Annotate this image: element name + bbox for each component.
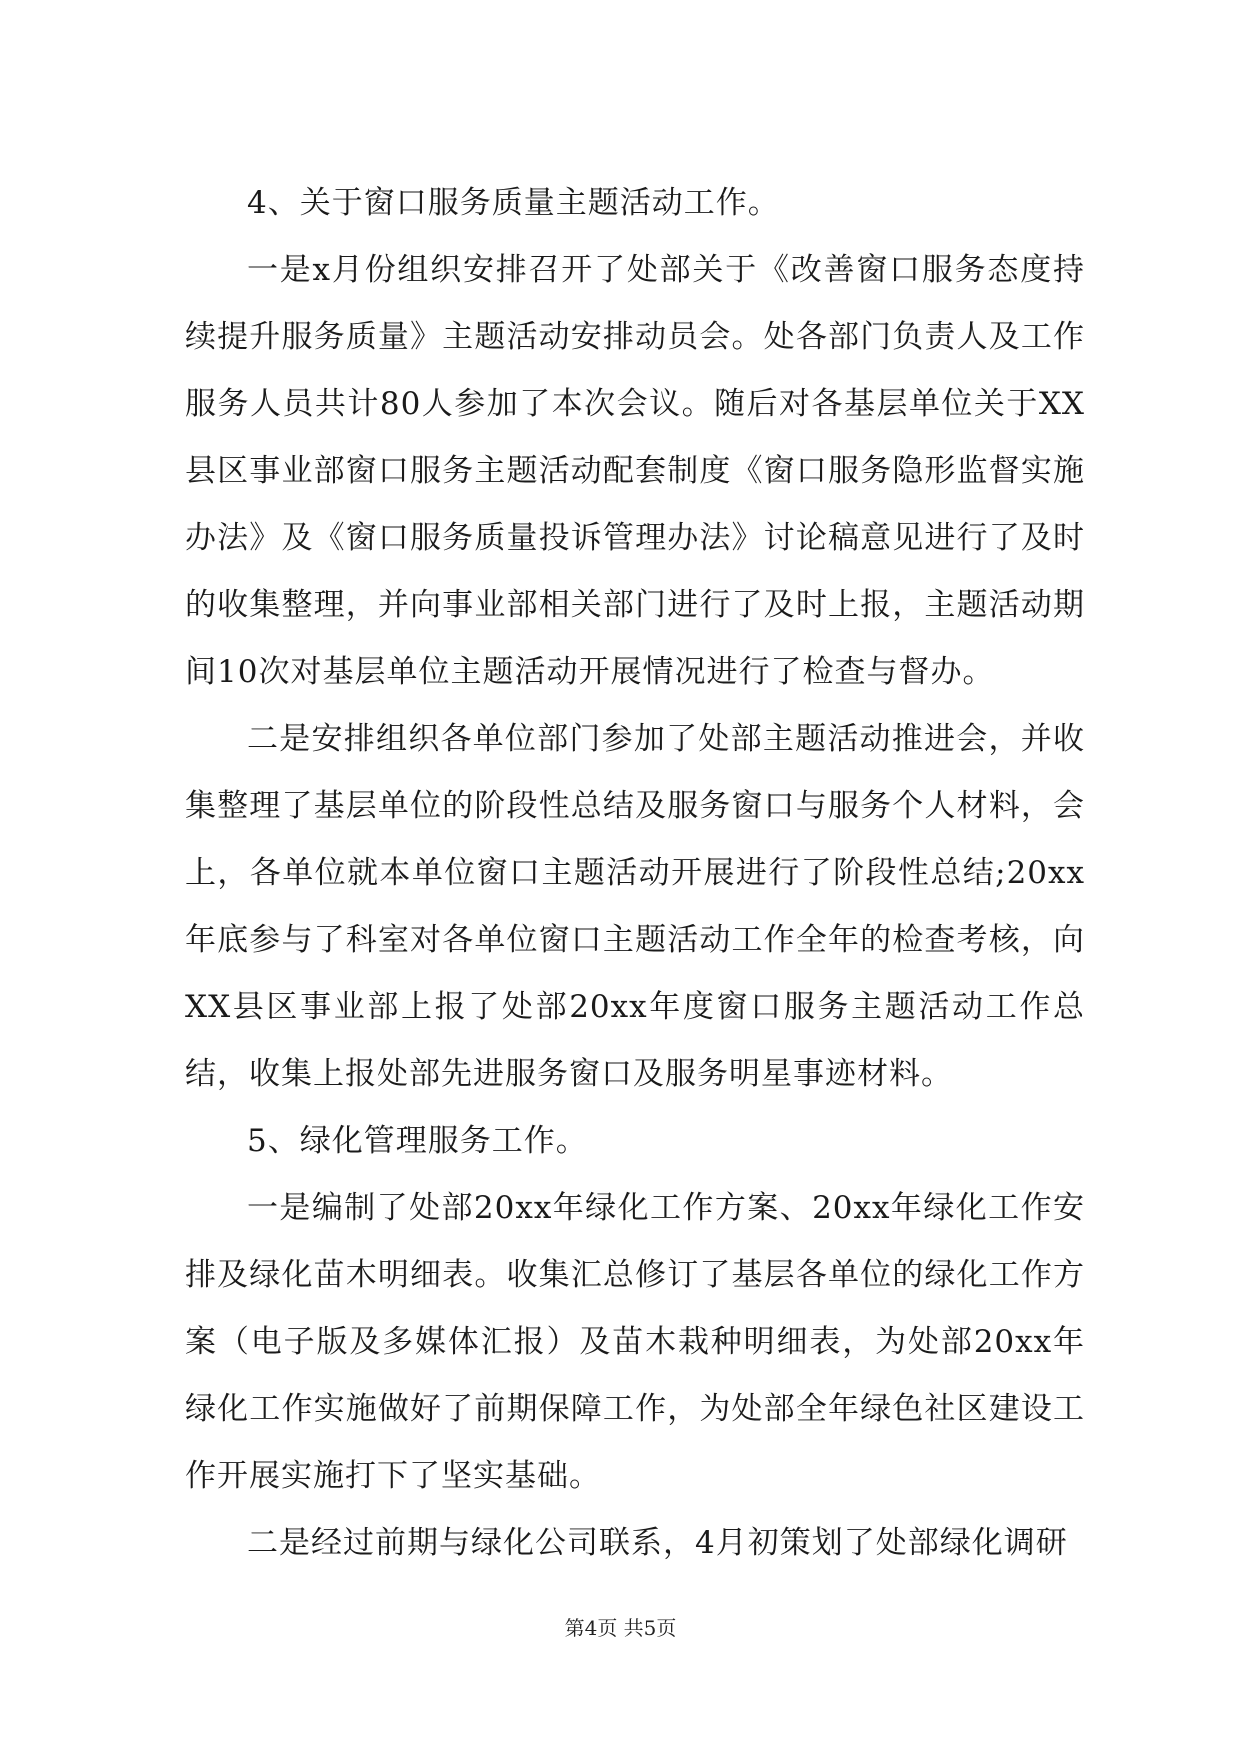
document-body	[185, 170, 1085, 1577]
paragraph: 二是经过前期与绿化公司联系，4月初策划了处部绿化调研	[247, 1525, 1068, 1561]
paragraph: 二是安排组织各单位部门参加了处部主题活动推进会，并收集整理了基层单位的阶段性总结及服务窗口与服务个人材料，会上，各单位就本单位窗口主题活动开展进行了阶段性总结;20xx年底参与了科室对各单位窗口主题活动工作全年的检查考核，向XX县区事业部上报了处部20xx年度窗口服务主题活动工作总结，收集上报处部先进服务窗口及服务明星事迹材料。	[185, 721, 1085, 1092]
section-heading-5: 5、绿化管理服务工作。	[247, 1123, 588, 1159]
page-number-footer: 第4页 共5页	[564, 1616, 677, 1640]
paragraph: 一是编制了处部20xx年绿化工作方案、20xx年绿化工作安排及绿化苗木明细表。收集汇总修订了基层各单位的绿化工作方案（电子版及多媒体汇报）及苗木栽种明细表，为处部20xx年绿化工作实施做好了前期保障工作，为处部全年绿色社区建设工作开展实施打下了坚实基础。	[185, 1190, 1085, 1494]
section-heading-4: 4、关于窗口服务质量主题活动工作。	[247, 185, 780, 221]
paragraph: 一是x月份组织安排召开了处部关于《改善窗口服务态度持续提升服务质量》主题活动安排动员会。处各部门负责人及工作服务人员共计80人参加了本次会议。随后对各基层单位关于XX县区事业部窗口服务主题活动配套制度《窗口服务隐形监督实施办法》及《窗口服务质量投诉管理办法》讨论稿意见进行了及时的收集整理，并向事业部相关部门进行了及时上报，主题活动期间10次对基层单位主题活动开展情况进行了检查与督办。	[185, 252, 1085, 690]
